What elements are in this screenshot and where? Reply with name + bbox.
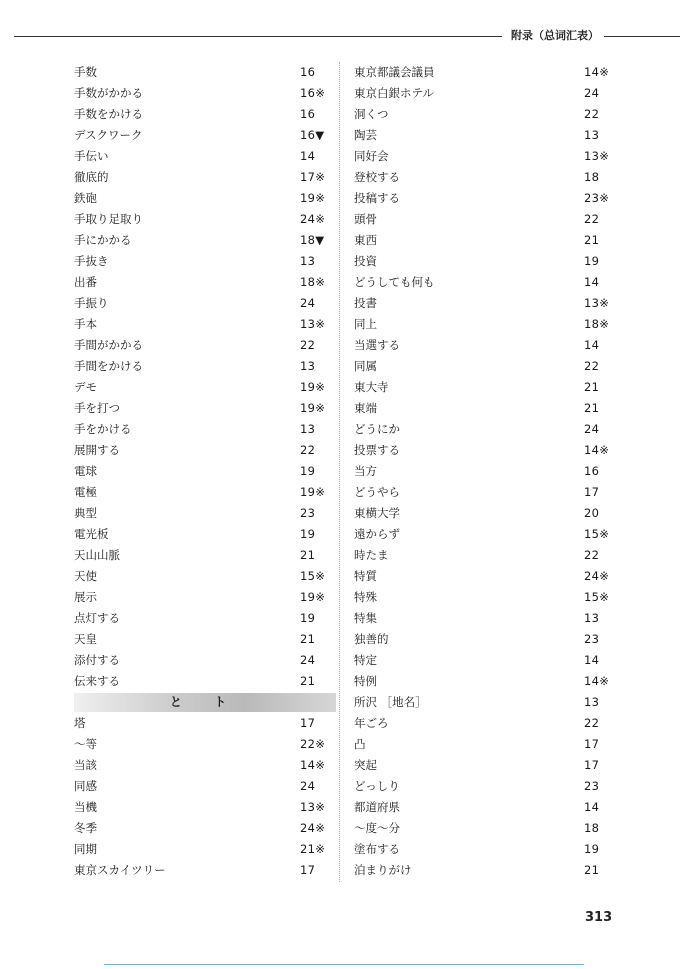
entry-term: 年ごろ (354, 716, 389, 730)
entry-lesson-number: 16 (300, 107, 316, 121)
vocab-entry (74, 314, 336, 335)
vocab-entry (74, 503, 336, 524)
vocab-entry (354, 503, 620, 524)
vocab-entry (74, 398, 336, 419)
vocab-entry (74, 146, 336, 167)
bottom-accent-line (104, 964, 584, 965)
vocab-entry (354, 398, 620, 419)
vocab-entry (354, 125, 620, 146)
entry-lesson-number: 16 (584, 464, 600, 478)
entry-term: 展開する (74, 443, 120, 457)
entry-lesson-number: 14 (300, 149, 316, 163)
vocab-entry (354, 209, 620, 230)
vocab-entry (74, 566, 336, 587)
entry-term: 手振り (74, 296, 109, 310)
entry-term: 同期 (74, 842, 97, 856)
entry-term: 手本 (74, 317, 97, 331)
vocab-entry (74, 356, 336, 377)
vocab-entry (354, 587, 620, 608)
vocab-entry (354, 356, 620, 377)
entry-term: 同上 (354, 317, 377, 331)
entry-term: どうしても何も (354, 275, 435, 289)
entry-lesson-number: 16▼ (300, 128, 325, 142)
entry-term: 当機 (74, 800, 97, 814)
vocab-entry (354, 755, 620, 776)
vocab-entry (354, 440, 620, 461)
entry-lesson-number: 22 (584, 212, 600, 226)
vocab-entry (354, 104, 620, 125)
entry-term: 独善的 (354, 632, 389, 646)
entry-term: 東京都議会議員 (354, 65, 435, 79)
entry-lesson-number: 19 (300, 527, 316, 541)
entry-term: どうにか (354, 422, 400, 436)
entry-term: 塔 (74, 716, 86, 730)
vocab-entry (74, 188, 336, 209)
entry-term: 手抜き (74, 254, 109, 268)
vocab-entry (354, 461, 620, 482)
entry-term: 徹底的 (74, 170, 109, 184)
entry-lesson-number: 19 (584, 254, 600, 268)
vocab-entry (354, 566, 620, 587)
entry-term: 特定 (354, 653, 377, 667)
entry-lesson-number: 15※ (584, 527, 610, 541)
entry-lesson-number: 14※ (300, 758, 326, 772)
entry-term: どうやら (354, 485, 400, 499)
entry-term: 投稿する (354, 191, 400, 205)
entry-term: 東端 (354, 401, 377, 415)
entry-term: 特集 (354, 611, 377, 625)
entry-term: 手取り足取り (74, 212, 143, 226)
entry-lesson-number: 21 (584, 233, 600, 247)
entry-term: デスクワーク (74, 128, 143, 142)
vocab-entry (354, 83, 620, 104)
entry-lesson-number: 15※ (584, 590, 610, 604)
entry-lesson-number: 13※ (584, 149, 610, 163)
vocab-entry (74, 839, 336, 860)
entry-lesson-number: 21 (584, 401, 600, 415)
entry-lesson-number: 23 (584, 779, 600, 793)
vocab-entry (74, 734, 336, 755)
entry-lesson-number: 19 (584, 842, 600, 856)
entry-lesson-number: 23 (584, 632, 600, 646)
vocab-column-left (74, 62, 336, 881)
vocab-entry (354, 62, 620, 83)
vocab-entry (354, 524, 620, 545)
vocab-entry (74, 335, 336, 356)
entry-term: 特例 (354, 674, 377, 688)
entry-term: 手数 (74, 65, 97, 79)
vocab-entry (354, 419, 620, 440)
entry-lesson-number: 22 (584, 548, 600, 562)
entry-lesson-number: 17 (300, 863, 316, 877)
entry-lesson-number: 13※ (300, 317, 326, 331)
entry-term: 当該 (74, 758, 97, 772)
vocab-entry (354, 545, 620, 566)
entry-term: 天皇 (74, 632, 97, 646)
entry-lesson-number: 22 (584, 107, 600, 121)
vocab-column-right (354, 62, 620, 881)
vocab-entry (74, 104, 336, 125)
vocab-entry (354, 146, 620, 167)
entry-lesson-number: 18▼ (300, 233, 325, 247)
entry-lesson-number: 14 (584, 653, 600, 667)
entry-lesson-number: 21 (300, 674, 316, 688)
entry-term: 登校する (354, 170, 400, 184)
vocab-entry (74, 713, 336, 734)
entry-term: 投資 (354, 254, 377, 268)
entry-term: 手をかける (74, 422, 132, 436)
vocab-entry (354, 230, 620, 251)
vocab-entry (74, 461, 336, 482)
vocab-entry (354, 167, 620, 188)
vocab-entry (74, 293, 336, 314)
entry-term: 電球 (74, 464, 97, 478)
entry-lesson-number: 24 (300, 653, 316, 667)
entry-term: デモ (74, 380, 97, 394)
entry-lesson-number: 23※ (584, 191, 610, 205)
vocab-entry (74, 209, 336, 230)
entry-lesson-number: 21 (300, 548, 316, 562)
entry-term: 泊まりがけ (354, 863, 412, 877)
entry-lesson-number: 18※ (300, 275, 326, 289)
vocab-entry (354, 776, 620, 797)
running-header-title: 附录（总词汇表） (511, 29, 599, 42)
entry-term: 頭骨 (354, 212, 377, 226)
entry-lesson-number: 20 (584, 506, 600, 520)
vocab-entry (74, 545, 336, 566)
entry-term: 突起 (354, 758, 377, 772)
vocab-entry (354, 818, 620, 839)
entry-term: 伝来する (74, 674, 120, 688)
section-header-to: と ト (74, 693, 336, 712)
entry-lesson-number: 24 (584, 86, 600, 100)
vocab-entry (74, 587, 336, 608)
entry-lesson-number: 17 (300, 716, 316, 730)
header-rule-right (604, 36, 680, 37)
entry-term: 投書 (354, 296, 377, 310)
vocab-entry (74, 818, 336, 839)
entry-term: 東大寺 (354, 380, 389, 394)
entry-lesson-number: 19 (300, 611, 316, 625)
page-number: 313 (585, 910, 613, 925)
entry-lesson-number: 22 (584, 716, 600, 730)
entry-term: どっしり (354, 779, 400, 793)
entry-term: 遠からず (354, 527, 400, 541)
entry-term: 手数をかける (74, 107, 143, 121)
vocab-entry (74, 230, 336, 251)
vocab-entry (354, 650, 620, 671)
entry-lesson-number: 13※ (300, 800, 326, 814)
entry-term: 天山山脈 (74, 548, 120, 562)
entry-term: 東西 (354, 233, 377, 247)
vocab-entry (74, 62, 336, 83)
vocab-entry (74, 125, 336, 146)
entry-lesson-number: 13 (300, 359, 316, 373)
entry-lesson-number: 14 (584, 338, 600, 352)
vocab-entry (354, 629, 620, 650)
entry-lesson-number: 16 (300, 65, 316, 79)
entry-lesson-number: 14※ (584, 443, 610, 457)
entry-lesson-number: 24※ (300, 212, 326, 226)
vocab-entry (354, 272, 620, 293)
vocab-entry (74, 776, 336, 797)
vocab-entry (74, 440, 336, 461)
entry-term: 陶芸 (354, 128, 377, 142)
vocab-entry (354, 377, 620, 398)
entry-term: 特質 (354, 569, 377, 583)
vocab-entry (74, 797, 336, 818)
vocab-entry (74, 650, 336, 671)
left-entry-list-to (74, 713, 336, 881)
entry-lesson-number: 21 (300, 632, 316, 646)
entry-term: 東京白銀ホテル (354, 86, 434, 100)
entry-lesson-number: 19 (300, 464, 316, 478)
entry-term: 手間がかかる (74, 338, 143, 352)
entry-term: 典型 (74, 506, 97, 520)
entry-lesson-number: 16※ (300, 86, 326, 100)
vocab-entry (354, 251, 620, 272)
entry-lesson-number: 14 (584, 800, 600, 814)
entry-lesson-number: 21※ (300, 842, 326, 856)
vocab-entry (354, 671, 620, 692)
entry-lesson-number: 22 (300, 338, 316, 352)
vocab-entry (74, 272, 336, 293)
entry-term: 塗布する (354, 842, 400, 856)
vocab-entry (354, 860, 620, 881)
entry-term: 所沢 ［地名］ (354, 695, 427, 709)
vocab-entry (74, 524, 336, 545)
entry-lesson-number: 24 (300, 779, 316, 793)
header-rule-left (14, 36, 502, 37)
entry-term: 洞くつ (354, 107, 389, 121)
vocab-entry (354, 293, 620, 314)
entry-term: 同感 (74, 779, 97, 793)
vocab-entry (354, 314, 620, 335)
entry-lesson-number: 18 (584, 170, 600, 184)
entry-lesson-number: 19※ (300, 380, 326, 394)
right-entry-list (354, 62, 620, 881)
entry-lesson-number: 21 (584, 863, 600, 877)
entry-term: 電極 (74, 485, 97, 499)
vocab-entry (74, 860, 336, 881)
entry-lesson-number: 19※ (300, 401, 326, 415)
entry-term: 天使 (74, 569, 97, 583)
vocab-entry (354, 734, 620, 755)
entry-term: 都道府県 (354, 800, 400, 814)
vocab-entry (354, 839, 620, 860)
entry-lesson-number: 14 (584, 275, 600, 289)
entry-lesson-number: 19※ (300, 485, 326, 499)
entry-term: 凸 (354, 737, 366, 751)
entry-term: 鉄砲 (74, 191, 97, 205)
left-entry-list (74, 62, 336, 692)
entry-lesson-number: 17※ (300, 170, 326, 184)
entry-term: 冬季 (74, 821, 97, 835)
entry-term: 手間をかける (74, 359, 143, 373)
vocab-entry (354, 188, 620, 209)
entry-term: 時たま (354, 548, 389, 562)
entry-lesson-number: 23 (300, 506, 316, 520)
entry-lesson-number: 18 (584, 821, 600, 835)
vocab-entry (74, 755, 336, 776)
entry-lesson-number: 18※ (584, 317, 610, 331)
entry-lesson-number: 22 (300, 443, 316, 457)
entry-term: 当方 (354, 464, 377, 478)
entry-term: 展示 (74, 590, 97, 604)
vocab-entry (354, 608, 620, 629)
entry-term: 添付する (74, 653, 120, 667)
entry-term: 投票する (354, 443, 400, 457)
entry-lesson-number: 17 (584, 737, 600, 751)
entry-lesson-number: 24 (300, 296, 316, 310)
column-divider (339, 62, 340, 882)
entry-term: 特殊 (354, 590, 377, 604)
entry-term: 当選する (354, 338, 400, 352)
entry-lesson-number: 19※ (300, 191, 326, 205)
entry-term: 東京スカイツリー (74, 863, 166, 877)
entry-term: 手伝い (74, 149, 109, 163)
entry-lesson-number: 19※ (300, 590, 326, 604)
entry-term: 電光板 (74, 527, 109, 541)
entry-term: ～度～分 (354, 821, 400, 835)
entry-term: 手数がかかる (74, 86, 143, 100)
entry-lesson-number: 14※ (584, 674, 610, 688)
vocab-entry (354, 482, 620, 503)
vocab-entry (74, 629, 336, 650)
entry-term: 出番 (74, 275, 97, 289)
vocab-entry (354, 713, 620, 734)
entry-lesson-number: 13※ (584, 296, 610, 310)
entry-lesson-number: 17 (584, 758, 600, 772)
entry-term: 手にかかる (74, 233, 132, 247)
entry-term: ～等 (74, 737, 97, 751)
entry-lesson-number: 21 (584, 380, 600, 394)
entry-term: 東横大学 (354, 506, 400, 520)
entry-term: 同属 (354, 359, 377, 373)
entry-lesson-number: 13 (300, 422, 316, 436)
entry-lesson-number: 24※ (300, 821, 326, 835)
entry-term: 同好会 (354, 149, 389, 163)
entry-lesson-number: 17 (584, 485, 600, 499)
entry-lesson-number: 13 (584, 695, 600, 709)
vocab-entry (74, 608, 336, 629)
vocab-entry (74, 671, 336, 692)
entry-term: 手を打つ (74, 401, 120, 415)
entry-lesson-number: 15※ (300, 569, 326, 583)
entry-lesson-number: 24 (584, 422, 600, 436)
entry-term: 点灯する (74, 611, 120, 625)
entry-lesson-number: 24※ (584, 569, 610, 583)
entry-lesson-number: 13 (300, 254, 316, 268)
vocab-entry (74, 251, 336, 272)
vocab-entry (354, 797, 620, 818)
vocab-entry (74, 419, 336, 440)
entry-lesson-number: 14※ (584, 65, 610, 79)
entry-lesson-number: 13 (584, 128, 600, 142)
vocab-entry (354, 692, 620, 713)
entry-lesson-number: 22※ (300, 737, 326, 751)
vocab-entry (354, 335, 620, 356)
vocab-entry (74, 377, 336, 398)
vocab-entry (74, 482, 336, 503)
entry-lesson-number: 22 (584, 359, 600, 373)
vocab-entry (74, 83, 336, 104)
entry-lesson-number: 13 (584, 611, 600, 625)
vocab-entry (74, 167, 336, 188)
